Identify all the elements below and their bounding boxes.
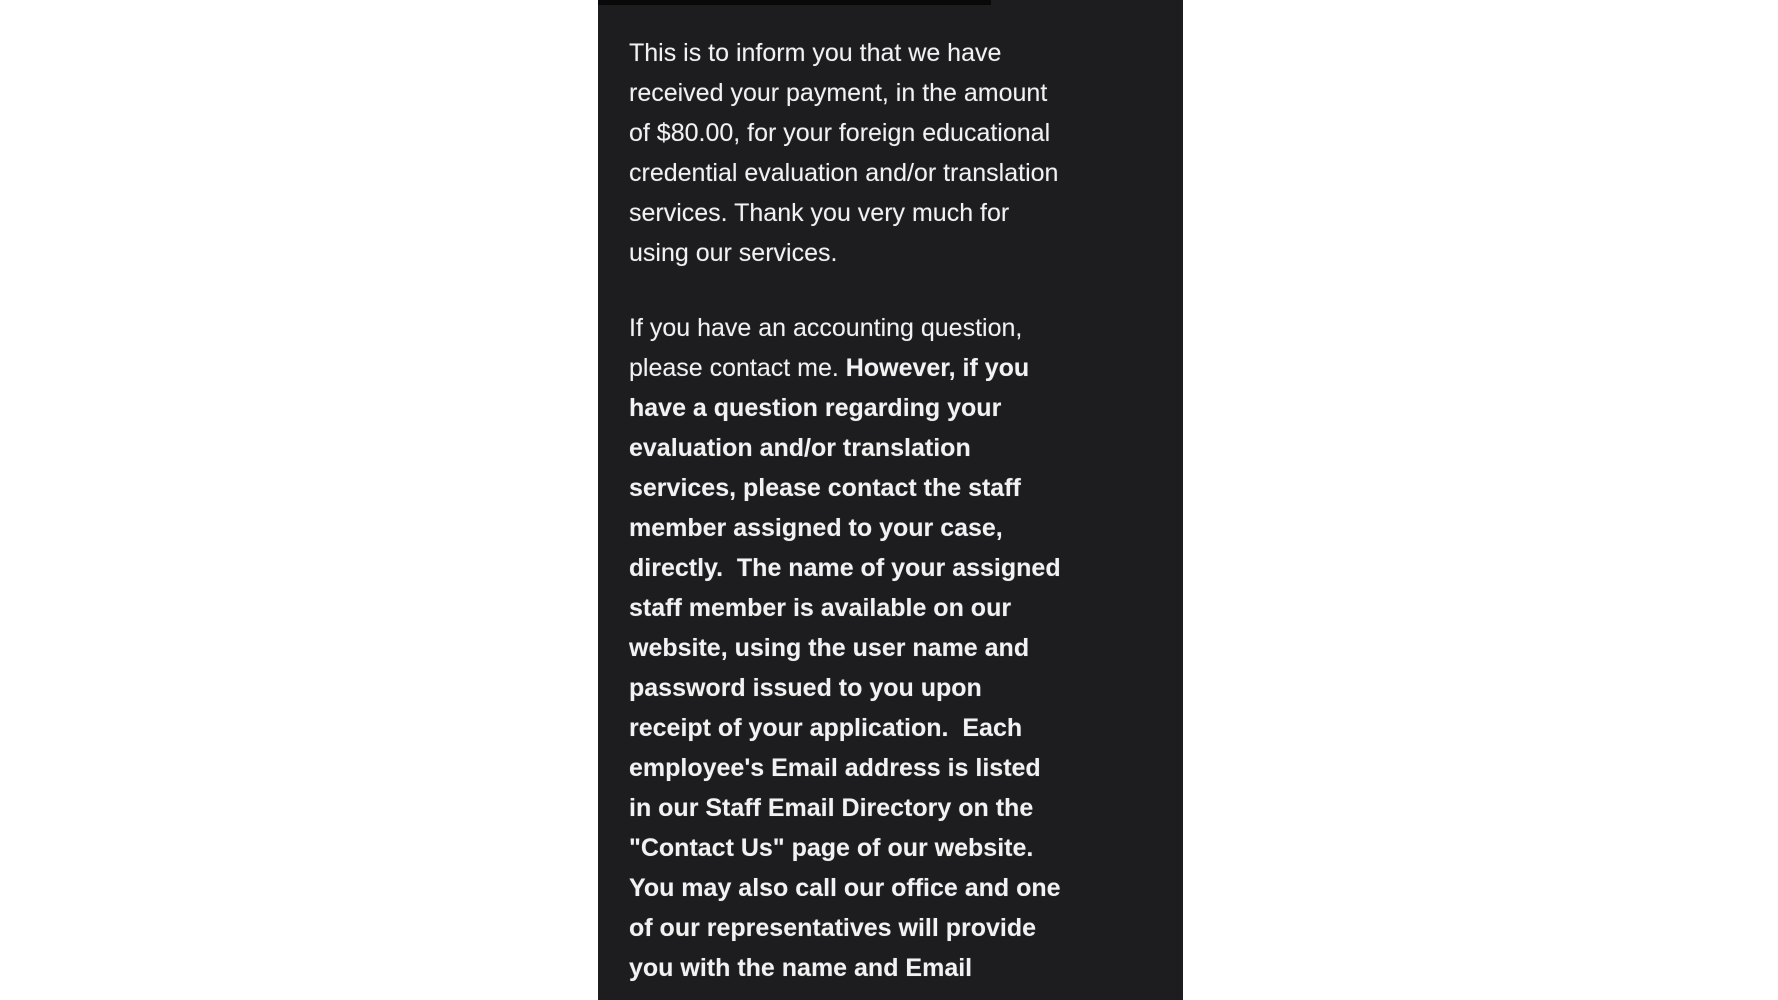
text-line (629, 348, 1061, 388)
top-strip (598, 0, 991, 5)
bold-text-segment: of our representatives will provide (629, 914, 1037, 942)
message-body (629, 33, 1061, 988)
text-segment: please contact me. (629, 354, 846, 382)
bold-text-segment: You may also call our office and one (629, 874, 1061, 902)
bold-text-segment: However, if you (845, 354, 1030, 382)
text-line (629, 868, 1061, 908)
bold-text-segment: employee's Email address is listed (629, 754, 1041, 782)
text-line (629, 428, 1061, 468)
bold-text-segment: receipt of your application. Each (629, 714, 1023, 742)
text-segment: credential evaluation and/or translation (629, 159, 1059, 187)
text-line (629, 748, 1061, 788)
text-line (629, 468, 1061, 508)
text-line (629, 548, 1061, 588)
text-line (629, 628, 1061, 668)
text-segment: using our services. (629, 239, 838, 267)
text-line (629, 233, 1061, 273)
bold-text-segment: member assigned to your case, (629, 514, 1003, 542)
message-panel (598, 0, 1183, 1000)
text-segment: This is to inform you that we have (629, 39, 1002, 67)
bold-text-segment: website, using the user name and (629, 634, 1030, 662)
text-line (629, 588, 1061, 628)
paragraph (629, 33, 1061, 273)
text-segment: of $80.00, for your foreign educational (629, 119, 1051, 147)
text-line (629, 73, 1061, 113)
text-segment: services. Thank you very much for (629, 199, 1010, 227)
bold-text-segment: in our Staff Email Directory on the (629, 794, 1034, 822)
text-line (629, 388, 1061, 428)
bold-text-segment: services, please contact the staff (629, 474, 1021, 502)
text-line (629, 308, 1061, 348)
text-segment: received your payment, in the amount (629, 79, 1048, 107)
bold-text-segment: you with the name and Email (629, 954, 973, 982)
bold-text-segment: "Contact Us" page of our website. (629, 834, 1034, 862)
text-line (629, 113, 1061, 153)
text-line (629, 828, 1061, 868)
text-line (629, 153, 1061, 193)
text-line (629, 708, 1061, 748)
bold-text-segment: evaluation and/or translation (629, 434, 971, 462)
text-line (629, 33, 1061, 73)
text-line (629, 948, 1061, 988)
text-line (629, 668, 1061, 708)
bold-text-segment: staff member is available on our (629, 594, 1012, 622)
text-line (629, 193, 1061, 233)
text-line (629, 508, 1061, 548)
text-line (629, 788, 1061, 828)
bold-text-segment: directly. The name of your assigned (629, 554, 1061, 582)
text-line (629, 908, 1061, 948)
bold-text-segment: password issued to you upon (629, 674, 982, 702)
bold-text-segment: have a question regarding your (629, 394, 1002, 422)
text-segment: If you have an accounting question, (629, 314, 1023, 342)
paragraph (629, 308, 1061, 988)
